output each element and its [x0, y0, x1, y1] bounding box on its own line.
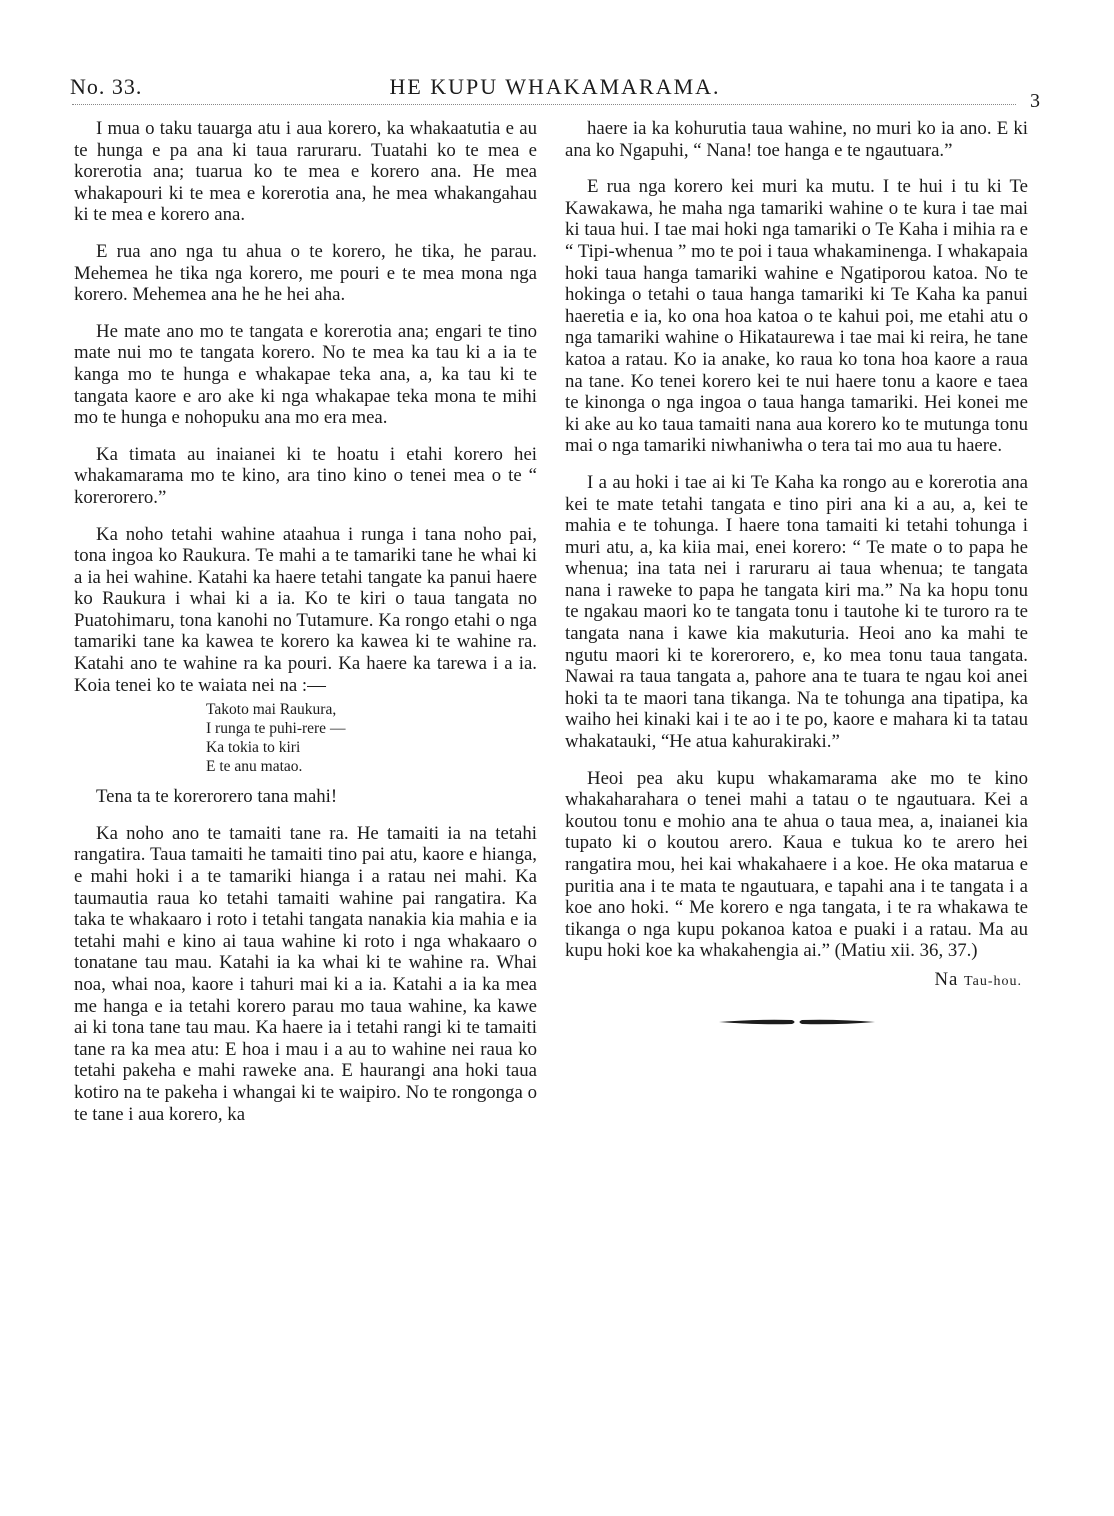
paragraph: Heoi pea aku kupu whakamarama ake mo te kino whakaharahara o tenei mahi a tatau o te ngautuara. Kei a koutou tonu e mohio ana te ahua o taua mea, a, inaianei kia tupato ki o koutou arero. Kaua e tukua ko te arero hei rangatira mou, hei kai whakahaere i a koe. He oka matarua e puritia ana i te mata te ngautuara, e tapahi ana i te tangata i a koe ano hoki. “ Me korero e nga tangata, i te ra whakawa te tikanga o nga kupu pokanoa katoa e puaki i a ratau. Ma au kupu hoki koe ka whakahengia ai.” (Matiu xii. 36, 37.) [565, 767, 1028, 962]
signature-prefix: Na [934, 968, 959, 990]
poem-line: E te anu matao. [206, 758, 303, 776]
header-rule [72, 104, 1016, 105]
ornament-rule-icon [717, 1015, 877, 1029]
paragraph: He mate ano mo te tangata e korerotia ana; engari te tino mate nui mo te tangata korero. No te mea ka tau ki a ia te kanga mo te hunga e whakapae teka ana, a, ka tau ki te tangata kaore e aro ake ki nga whakapae teka mona te mihi mo te hunga e nohopuku ana mo era mea. [74, 320, 537, 429]
author-signature [565, 969, 1028, 993]
right-column [565, 118, 1028, 1029]
signature-name: Tau-hou. [964, 973, 1022, 989]
issue-number: No. 33. [70, 74, 143, 99]
running-title: HE KUPU WHAKAMARAMA. [389, 74, 721, 99]
poem-line: I runga te puhi-rere — [206, 720, 346, 738]
paragraph: E rua nga korero kei muri ka mutu. I te hui i tu ki Te Kawakawa, he maha nga tamariki wahine o te kura i tae mai ki taua hui. I tae mai hoki nga tamariki o Te Kaha i mihia ra e “ Tipi-whenua ” mo te poi i taua whakaminenga. I whakapaia hoki taua hanga tamariki wahine e Ngatiporou katoa. No te hokinga o tetahi o taua hanga tamariki ki Te Kaha ka panui haeretia e ia, ko ona hoa katoa o te kahui poi, me etahi atu o nga tamariki wahine o Hikataurewa i tae mai ki reira, he tane katoa a ratau. Ko ia anake, ko raua ko tona hoa kaore a raua na tane. Ko tenei korero kei te nui haere tonu a kaore e taea te kinonga o nga ingoa o taua hanga tamariki. Hei konei me ki ake au ko taua tamaiti nana aua korero ko te mutunga tonu mai o nga tamariki niwhaniwha o tera tai mo aua tu haere. [565, 176, 1028, 457]
paragraph: I a au hoki i tae ai ki Te Kaha ka rongo au e korerotia ana kei te mate tetahi tangata e tino piri ana ki a au, a, kei te mahia e te tohunga. I haere tona tamaiti ki tetahi tohunga i muri atu, a, ka kiia mai, enei korero: “ Te mate o to papa he whenua; ina tata nei i raruraru ai taua whenua; te tangata nana i raweke to papa he tangata kiri ma.” Na ka hopu tonu te ngakau maori ko te tangata tonu i tautohe ki te turoro ra te tangata nana i kawe kia makuturia. Heoi ano ka mahi te ngutu maori ki te korerorero, e, ko mea tonu taua tangata. Nawai ra taua tangata a, pahore ana te tuara te ngau koi anei hoki ta te maori tana tikanga. Na te tohunga ana tipatipa, ka waiho hei kinaki kai i te ao i te po, kaore e mahara ki ta tatau whakatauki, “He atua kahurakiraki.” [565, 471, 1028, 753]
paragraph: I mua o taku tauarga atu i aua korero, ka whakaatutia e au te hunga e pa ana ki taua raruraru. Tuatahi ko te mea e korerotia ana; tuarua ko te mea e korero ana. He mea whakapouri ki te mea e korerotia ana, he mea whakangahau ki te mea e korero ana. [74, 118, 537, 226]
poem-line: Ka tokia to kiri [206, 739, 301, 757]
paragraph: Ka noho ano te tamaiti tane ra. He tamaiti ia na tetahi rangatira. Taua tamaiti he tamaiti tino pai atu, kaore e hianga, e mahi hoki i a te tamariki hianga i a ratau nei mahi. Ka taumautia raua ko tetahi tamaiti wahine pai rangatira. Ka taka te whakaaro i roto i tetahi tangata nanakia kia mahia e ia tetahi mahi e kino ai taua wahine ki roto i nga whakaaro o tonatane tau mau. Katahi ia ka whai ki te wahine ra. Whai noa, whai noa, kaore i tahuri mai ki a ia. Katahi a ia ka mea me hanga e ia tetahi korero parau mo taua wahine, ka kawe ai ki tona tane tau mau. Ka haere ia i tetahi rangi ki te tamaiti tane ra ka mea atu: E hoa i mau i a au to wahine nei raua ko tetahi pakeha e mahi raweke ana. E haurangi ana hoki taua kotiro na te pakeha i whangai ki te waipiro. No te rongonga o te tane i aua korero, ka [74, 822, 537, 1125]
paragraph: E rua ano nga tu ahua o te korero, he tika, he parau. Mehemea he tika nga korero, me pouri e te mea mona nga korero. Mehemea ana he he hei aha. [74, 240, 537, 306]
poem-line: Takoto mai Raukura, [206, 701, 337, 719]
paragraph: Ka timata au inaianei ki te hoatu i etahi korero hei whakamarama mo te kino, ara tino kino o tenei mea o te “ korerorero.” [74, 443, 537, 508]
page-number: 3 [1030, 90, 1040, 112]
paragraph: haere ia ka kohurutia taua wahine, no muri ko ia ano. E ki ana ko Ngapuhi, “ Nana! toe hanga e te ngautuara.” [565, 118, 1028, 161]
poem-verse [206, 700, 537, 776]
paragraph: Tena ta te korerorero tana mahi! [96, 786, 338, 808]
page-header [70, 74, 1040, 112]
left-column [74, 118, 537, 1140]
paragraph: Ka noho tetahi wahine ataahua i runga i tana noho pai, tona ingoa ko Raukura. Te mahi a te tamariki tane he whai ki a ia hei wahine. Katahi ka haere tetahi tangate ka panui haere ko Raukura i whai ki a ia. Ko te kiri o taua tangata no Puatohimaru, tona kanohi no Tutamure. Ka rongo etahi o nga tamariki tane ka kawea te korero ka kawea ki te wahine ra. Katahi ano te wahine ra ka pouri. Ka haere ka tarewa i a ia. Koia tenei ko te waiata nei na :— [74, 523, 537, 696]
